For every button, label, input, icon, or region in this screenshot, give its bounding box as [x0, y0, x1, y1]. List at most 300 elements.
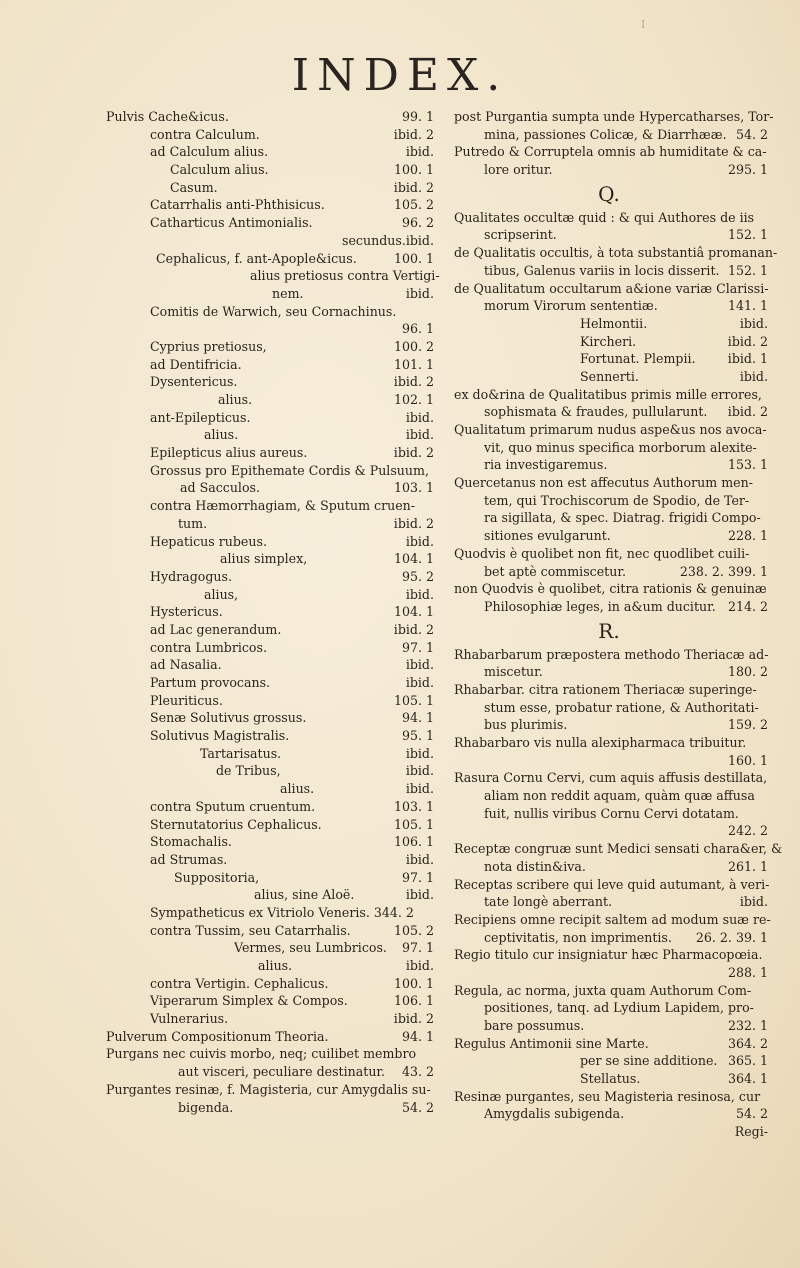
- entry-text: contra Vertigin. Cephalicus.: [150, 975, 329, 991]
- entry-text: Hydragogus.: [150, 568, 232, 584]
- entry-text: ad Nasalia.: [150, 657, 222, 673]
- index-letter-heading: [450, 179, 768, 209]
- entry-text: fuit, nullis viribus Cornu Cervi dotatam.: [484, 805, 739, 821]
- index-entry: [100, 816, 434, 834]
- entry-page-ref: ibid.: [739, 315, 768, 331]
- entry-page-ref: ibid.: [405, 427, 434, 443]
- entry-page-ref: 100. 1: [393, 250, 434, 266]
- entry-text: alius,: [204, 586, 239, 602]
- entry-page-ref: 54. 2: [735, 1106, 768, 1122]
- index-entry: [450, 929, 768, 947]
- index-entry: [450, 699, 768, 717]
- entry-text: Rasura Cornu Cervi, cum aquis affusis destillata,: [454, 770, 768, 786]
- index-entry: [100, 373, 434, 391]
- index-entry: [100, 709, 434, 727]
- index-entry: [450, 964, 768, 982]
- index-entry: [100, 957, 434, 975]
- entry-text: Philosophiæ leges, in a&um ducitur.: [484, 598, 716, 614]
- entry-text: mina, passiones Colicæ, & Diarrhææ.: [484, 126, 727, 142]
- entry-text: Solutivus Magistralis.: [150, 728, 290, 744]
- index-entry: [100, 250, 434, 268]
- entry-page-ref: 97. 1: [401, 940, 434, 956]
- entry-text: morum Virorum sententiæ.: [484, 298, 658, 314]
- index-entry: [450, 1123, 768, 1141]
- entry-text: de Qualitatum occultarum a&ione variæ Clarissi-: [454, 280, 769, 296]
- entry-page-ref: 228. 1: [727, 528, 768, 544]
- entry-text: tate longè aberrant.: [484, 894, 613, 910]
- index-entry: [100, 621, 434, 639]
- entry-text: Regulus Antimonii sine Marte.: [454, 1035, 649, 1051]
- index-entry: [450, 999, 768, 1017]
- index-entry: [100, 161, 434, 179]
- entry-text: Calculum alius.: [170, 162, 269, 178]
- entry-page-ref: 95. 2: [401, 568, 434, 584]
- index-entry: [450, 946, 768, 964]
- entry-text: alius.: [204, 427, 239, 443]
- corner-mark: I: [641, 18, 646, 31]
- entry-text: bigenda.: [178, 1099, 234, 1115]
- index-entry: [450, 787, 768, 805]
- entry-page-ref: ibid. 2: [393, 374, 434, 390]
- index-entry: [100, 391, 434, 409]
- entry-text: Hystericus.: [150, 604, 223, 620]
- entry-text: scripserint.: [484, 227, 557, 243]
- entry-page-ref: 105. 1: [393, 692, 434, 708]
- entry-page-ref: 94. 1: [401, 1028, 434, 1044]
- entry-text: Quercetanus non est affecutus Authorum men-: [454, 475, 753, 491]
- index-entry: [450, 509, 768, 527]
- index-entry: [100, 851, 434, 869]
- index-entry: [450, 1035, 768, 1053]
- index-entry: [100, 639, 434, 657]
- index-entry: [100, 1045, 434, 1063]
- index-entry: [100, 179, 434, 197]
- entry-text: Quodvis è quolibet non fit, nec quodlibet cuili-: [454, 545, 750, 561]
- index-entry: [450, 108, 774, 126]
- entry-page-ref: ibid.: [405, 851, 434, 867]
- index-entry: [450, 386, 768, 404]
- index-entry: [100, 833, 434, 851]
- index-entry: [100, 409, 434, 427]
- entry-page-ref: 26. 2. 39. 1: [695, 929, 768, 945]
- entry-page-ref: ibid.: [405, 745, 434, 761]
- entry-text: Receptas scribere qui leve quid autumant, à veri-: [454, 876, 770, 892]
- entry-page-ref: ibid. 2: [393, 445, 434, 461]
- index-entry: [450, 911, 771, 929]
- entry-text: Fortunat. Plempii.: [580, 351, 696, 367]
- entry-text: bus plurimis.: [484, 717, 568, 733]
- entry-page-ref: 102. 1: [393, 392, 434, 407]
- index-entry: [100, 550, 434, 568]
- index-entry: [450, 421, 768, 439]
- entry-text: aliam non reddit aquam, quàm quæ affusa: [484, 788, 755, 804]
- entry-text: ad Lac generandum.: [150, 621, 282, 637]
- index-entry: [100, 108, 434, 126]
- index-entry: [100, 232, 434, 250]
- index-entry: [450, 752, 768, 770]
- entry-text: Purgans nec cuivis morbo, neq; cuilibet membro: [106, 1046, 417, 1062]
- index-entry: [100, 126, 434, 144]
- entry-text: nota distin&iva.: [484, 858, 586, 874]
- entry-text: ant-Epilepticus.: [150, 409, 251, 425]
- index-entry: [100, 922, 434, 940]
- index-entry: [450, 598, 768, 616]
- entry-text: contra Lumbricos.: [150, 639, 267, 655]
- index-entry: [450, 1105, 768, 1123]
- index-entry: [100, 798, 434, 816]
- entry-text: tem, qui Trochiscorum de Spodio, de Ter-: [484, 492, 750, 508]
- letter-text: R.: [598, 618, 620, 643]
- index-entry: [100, 586, 434, 604]
- entry-text: Putredo & Corruptela omnis ab humiditate & ca-: [454, 144, 767, 160]
- entry-page-ref: 97. 1: [401, 639, 434, 655]
- entry-text: nem.: [272, 285, 304, 301]
- index-entry: [100, 444, 434, 462]
- entry-page-ref: 364. 1: [727, 1071, 768, 1087]
- index-entry: [100, 674, 434, 692]
- index-entry: [450, 646, 768, 664]
- entry-text: lore oritur.: [484, 162, 553, 178]
- right-index-column: [450, 108, 783, 1141]
- index-entry: [450, 280, 768, 298]
- entry-page-ref: 99. 1: [401, 109, 434, 124]
- entry-page-ref: 103. 1: [393, 798, 434, 814]
- entry-text: ex do&rina de Qualitatibus primis mille errores,: [454, 386, 762, 402]
- index-entry: [450, 143, 768, 161]
- entry-page-ref: 94. 1: [401, 710, 434, 726]
- entry-text: Rhabarbarum præpostera methodo Theriacæ ad-: [454, 646, 769, 662]
- index-entry: [450, 876, 768, 894]
- index-entry: [450, 563, 768, 581]
- entry-text: alius.: [280, 781, 315, 797]
- entry-text: Helmontii.: [580, 315, 648, 331]
- entry-text: Partum provocans.: [150, 675, 271, 690]
- index-entry: [450, 580, 768, 598]
- entry-page-ref: 105. 2: [393, 922, 434, 938]
- index-entry: [100, 603, 434, 621]
- index-entry: [100, 479, 434, 497]
- index-entry: [450, 840, 783, 858]
- entry-text: alius pretiosus contra Vertigi-: [250, 268, 440, 284]
- entry-text: Qualitates occultæ quid : & qui Authores de iis: [454, 209, 755, 225]
- page-title: INDEX.: [291, 50, 509, 101]
- entry-page-ref: 141. 1: [727, 298, 768, 314]
- entry-page-ref: 261. 1: [727, 858, 768, 874]
- entry-text: ad Strumas.: [150, 851, 228, 867]
- entry-page-ref: ibid.: [405, 675, 434, 690]
- index-entry: [100, 497, 434, 515]
- entry-page-ref: ibid.: [405, 586, 434, 602]
- entry-page-ref: 106. 1: [393, 993, 434, 1009]
- entry-text: Sympatheticus ex Vitriolo Veneris. 344. 2: [150, 904, 414, 920]
- entry-text: Rhabarbaro vis nulla alexipharmaca tribuitur.: [454, 735, 747, 750]
- entry-text: aut visceri, peculiare destinatur.: [178, 1064, 386, 1080]
- index-entry: [100, 426, 434, 444]
- entry-page-ref: 365. 1: [727, 1053, 768, 1069]
- index-entry: [450, 982, 768, 1000]
- entry-text: Qualitatum primarum nudus aspe&us nos avoca-: [454, 422, 767, 437]
- index-entry: [450, 244, 778, 262]
- entry-text: Vulnerarius.: [150, 1011, 229, 1027]
- index-entry: [100, 356, 434, 374]
- index-entry: [450, 226, 768, 244]
- entry-page-ref: 152. 1: [727, 262, 768, 278]
- entry-text: sitiones evulgarunt.: [484, 528, 611, 544]
- entry-text: bare possumus.: [484, 1018, 585, 1033]
- index-entry: [100, 886, 434, 904]
- entry-text: sophismata & fraudes, pullularunt.: [484, 404, 708, 420]
- index-entry: [450, 858, 768, 876]
- entry-page-ref: 54. 2: [401, 1099, 434, 1115]
- index-entry: [100, 143, 434, 161]
- index-entry: [100, 1081, 434, 1099]
- entry-page-ref: 96. 2: [401, 215, 434, 231]
- index-entry: [450, 439, 768, 457]
- entry-text: secundus.: [342, 232, 406, 248]
- entry-text: Stomachalis.: [150, 834, 232, 850]
- entry-text: per se sine additione.: [580, 1053, 718, 1069]
- index-entry: [450, 893, 768, 911]
- entry-page-ref: ibid.: [739, 368, 768, 384]
- entry-text: alius.: [258, 958, 293, 973]
- index-entry: [100, 780, 434, 798]
- entry-text: de Qualitatis occultis, à tota substantiâ promanan-: [454, 245, 778, 261]
- entry-page-ref: 242. 2: [727, 823, 768, 839]
- entry-text: Tartarisatus.: [200, 745, 282, 761]
- index-entry: [100, 727, 434, 745]
- entry-text: contra Tussim, seu Catarrhalis.: [150, 922, 351, 938]
- entry-page-ref: ibid. 2: [393, 179, 434, 195]
- entry-page-ref: ibid. 2: [393, 1011, 434, 1027]
- index-entry: [450, 161, 768, 179]
- entry-page-ref: ibid. 2: [393, 515, 434, 531]
- entry-text: ad Dentifricia.: [150, 356, 242, 372]
- index-entry: [100, 992, 434, 1010]
- entry-page-ref: Regi-: [734, 1124, 768, 1140]
- entry-page-ref: ibid.: [405, 958, 434, 973]
- entry-text: Pleuriticus.: [150, 692, 223, 708]
- left-index-column: [100, 108, 440, 1116]
- index-entry: [100, 1099, 434, 1117]
- index-entry: [450, 805, 768, 823]
- entry-page-ref: 153. 1: [727, 457, 768, 473]
- index-entry: [100, 285, 434, 303]
- index-entry: [100, 1063, 434, 1081]
- index-entry: [100, 462, 434, 480]
- entry-page-ref: ibid.: [405, 781, 434, 797]
- entry-text: Casum.: [170, 179, 218, 195]
- entry-page-ref: 97. 1: [401, 869, 434, 885]
- index-entry: [450, 716, 768, 734]
- entry-page-ref: 295. 1: [727, 162, 768, 178]
- entry-text: Viperarum Simplex & Compos.: [150, 993, 348, 1009]
- entry-text: Catharticus Antimonialis.: [150, 215, 313, 231]
- entry-text: Pulverum Compositionum Theoria.: [106, 1028, 329, 1044]
- index-entry: [100, 196, 434, 214]
- entry-page-ref: ibid.: [405, 533, 434, 549]
- index-entry: [450, 681, 768, 699]
- entry-text: contra Calculum.: [150, 126, 260, 142]
- index-entry: [100, 515, 434, 533]
- entry-text: ria investigaremus.: [484, 457, 608, 473]
- entry-text: tibus, Galenus variis in locis disserit.: [484, 262, 720, 278]
- entry-page-ref: ibid.: [405, 232, 434, 248]
- index-entry: [100, 975, 434, 993]
- index-entry: [100, 303, 434, 321]
- entry-page-ref: 160. 1: [727, 752, 768, 768]
- entry-text: alius simplex,: [220, 551, 308, 567]
- index-entry: [450, 209, 768, 227]
- entry-page-ref: ibid. 2: [393, 621, 434, 637]
- entry-text: Grossus pro Epithemate Cordis & Pulsuum,: [150, 462, 429, 478]
- entry-text: Kircheri.: [580, 333, 637, 349]
- index-letter-heading: [450, 616, 768, 646]
- index-entry: [100, 338, 434, 356]
- entry-text: Hepaticus rubeus.: [150, 533, 267, 549]
- entry-text: ad Sacculos.: [180, 480, 261, 496]
- entry-text: Amygdalis subigenda.: [484, 1106, 625, 1122]
- index-entry: [450, 734, 768, 752]
- index-entry: [450, 663, 768, 681]
- entry-text: positiones, tanq. ad Lydium Lapidem, pro-: [484, 1000, 754, 1016]
- index-entry: [450, 545, 768, 563]
- index-entry: [450, 403, 768, 421]
- entry-page-ref: 103. 1: [393, 480, 434, 496]
- entry-text: Regula, ac norma, juxta quam Authorum Com-: [454, 982, 752, 998]
- entry-page-ref: 100. 1: [393, 975, 434, 991]
- index-entry: [100, 568, 434, 586]
- index-entry: [450, 474, 768, 492]
- entry-text: Sternutatorius Cephalicus.: [150, 816, 322, 832]
- entry-page-ref: 238. 2. 399. 1: [679, 563, 768, 579]
- entry-page-ref: 159. 2: [727, 717, 768, 733]
- entry-text: bet aptè commiscetur.: [484, 563, 626, 579]
- entry-text: contra Hæmorrhagiam, & Sputum cruen-: [150, 498, 416, 514]
- entry-text: alius.: [218, 392, 253, 407]
- index-entry: [100, 1010, 434, 1028]
- entry-text: Suppositoria,: [174, 869, 260, 885]
- entry-text: contra Sputum cruentum.: [150, 798, 316, 814]
- entry-page-ref: 105. 2: [393, 197, 434, 213]
- entry-text: Purgantes resinæ, f. Magisteria, cur Amygdalis su-: [106, 1081, 431, 1097]
- entry-text: Stellatus.: [580, 1071, 641, 1087]
- entry-page-ref: 101. 1: [393, 356, 434, 372]
- entry-text: Catarrhalis anti-Phthisicus.: [150, 197, 325, 213]
- entry-page-ref: 152. 1: [727, 227, 768, 243]
- entry-text: Regio titulo cur insigniatur hæc Pharmacopœia.: [454, 947, 763, 963]
- letter-text: Q.: [598, 181, 620, 206]
- entry-page-ref: ibid. 2: [727, 333, 768, 349]
- entry-page-ref: 364. 2: [727, 1035, 768, 1051]
- index-entry: [450, 297, 768, 315]
- index-entry: [450, 822, 768, 840]
- entry-page-ref: 104. 1: [393, 604, 434, 620]
- entry-page-ref: 288. 1: [727, 964, 768, 980]
- index-entry: [450, 350, 768, 368]
- entry-text: post Purgantia sumpta unde Hypercatharses, Tor-: [454, 109, 774, 124]
- index-entry: [100, 904, 434, 922]
- index-entry: [100, 692, 434, 710]
- entry-page-ref: 106. 1: [393, 834, 434, 850]
- entry-page-ref: ibid.: [405, 409, 434, 425]
- entry-text: non Quodvis è quolibet, citra rationis & genuinæ: [454, 581, 767, 597]
- entry-text: Senæ Solutivus grossus.: [150, 710, 307, 726]
- entry-text: Dysentericus.: [150, 374, 238, 390]
- index-entry: [100, 939, 434, 957]
- index-entry: [100, 267, 440, 285]
- entry-text: tum.: [178, 515, 208, 531]
- entry-page-ref: ibid.: [739, 894, 768, 910]
- entry-text: Rhabarbar. citra rationem Theriacæ superinge-: [454, 681, 757, 697]
- index-entry: [450, 315, 768, 333]
- index-entry: [450, 527, 768, 545]
- index-entry: [450, 368, 768, 386]
- entry-text: Epilepticus alius aureus.: [150, 445, 308, 461]
- entry-page-ref: ibid.: [405, 285, 434, 301]
- index-entry: [450, 1088, 768, 1106]
- entry-page-ref: 105. 1: [393, 816, 434, 832]
- entry-page-ref: 232. 1: [727, 1018, 768, 1033]
- index-entry: [450, 1052, 768, 1070]
- entry-text: ad Calculum alius.: [150, 144, 269, 160]
- index-entry: [100, 1028, 434, 1046]
- entry-page-ref: 96. 1: [401, 321, 434, 337]
- index-entry: [100, 656, 434, 674]
- entry-text: Pulvis Cache&icus.: [106, 109, 229, 124]
- index-entry: [100, 533, 434, 551]
- entry-page-ref: 100. 1: [393, 162, 434, 178]
- index-entry: [450, 262, 768, 280]
- entry-text: stum esse, probatur ratione, & Authoritati-: [484, 699, 759, 715]
- entry-page-ref: 95. 1: [401, 728, 434, 744]
- index-entry: [100, 214, 434, 232]
- entry-page-ref: ibid.: [405, 657, 434, 673]
- entry-page-ref: 104. 1: [393, 551, 434, 567]
- entry-text: Resinæ purgantes, seu Magisteria resinosa, cur: [454, 1088, 761, 1104]
- entry-text: Sennerti.: [580, 368, 639, 384]
- entry-text: Comitis de Warwich, seu Cornachinus.: [150, 303, 397, 319]
- index-entry: [450, 456, 768, 474]
- entry-text: Receptæ congruæ sunt Medici sensati chara&er, &: [454, 841, 783, 857]
- index-entry: [450, 492, 768, 510]
- index-entry: [450, 769, 768, 787]
- entry-page-ref: ibid.: [405, 887, 434, 903]
- index-entry: [100, 320, 434, 338]
- entry-text: Cyprius pretiosus,: [150, 338, 267, 354]
- entry-text: miscetur.: [484, 664, 543, 680]
- index-entry: [450, 126, 768, 144]
- entry-page-ref: ibid. 1: [727, 351, 768, 367]
- index-entry: [450, 1070, 768, 1088]
- entry-page-ref: 180. 2: [727, 664, 768, 680]
- index-entry: [100, 869, 434, 887]
- entry-text: ceptivitatis, non imprimentis.: [484, 929, 672, 945]
- entry-text: de Tribus,: [216, 763, 281, 779]
- entry-page-ref: 54. 2: [735, 126, 768, 142]
- entry-page-ref: 100. 2: [393, 338, 434, 354]
- entry-text: vit, quo minus specifica morborum alexite-: [484, 439, 757, 455]
- entry-text: alius, sine Aloë.: [254, 887, 355, 903]
- entry-page-ref: 43. 2: [401, 1064, 434, 1080]
- entry-text: Recipiens omne recipit saltem ad modum suæ re-: [454, 911, 771, 927]
- entry-page-ref: ibid. 2: [393, 126, 434, 142]
- entry-page-ref: ibid. 2: [727, 404, 768, 420]
- index-entry: [100, 762, 434, 780]
- entry-text: Cephalicus, f. ant-Apople&icus.: [156, 250, 357, 266]
- entry-text: ra sigillata, & spec. Diatrag. frigidi Compo-: [484, 510, 761, 526]
- entry-text: Vermes, seu Lumbricos.: [234, 940, 387, 956]
- entry-page-ref: ibid.: [405, 144, 434, 160]
